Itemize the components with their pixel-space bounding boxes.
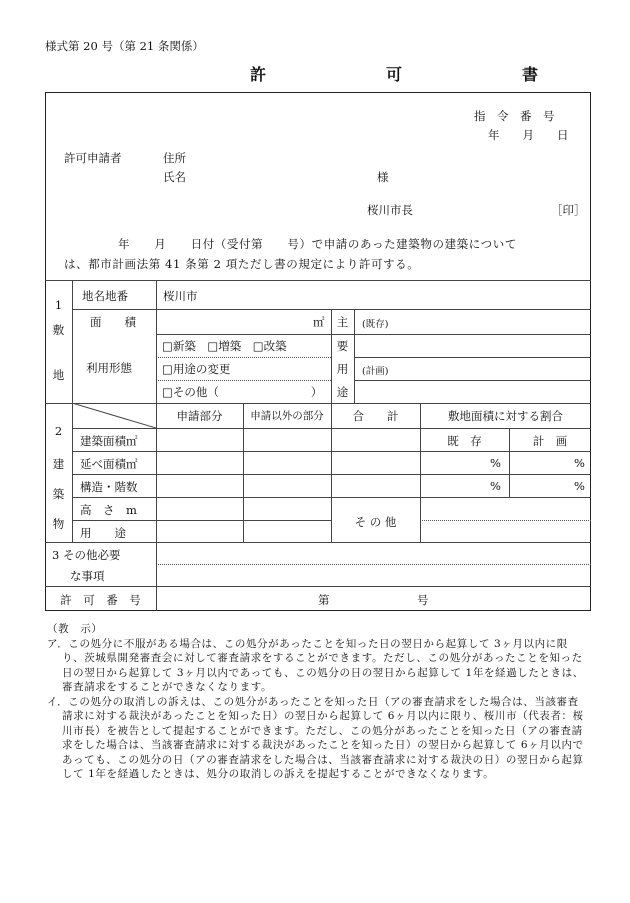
usage-option-new: □新築 □増築 □改築 <box>162 339 287 353</box>
building-section-number: 2 <box>54 424 63 438</box>
row-line <box>420 520 591 521</box>
row-floor-area: 延べ面積㎡ <box>80 457 138 471</box>
row-height: 高 さ m <box>80 503 137 517</box>
name-label: 氏名 <box>163 170 186 184</box>
row-use: 用 途 <box>80 526 126 540</box>
table-top-line <box>45 280 591 281</box>
notes-heading: （教 示） <box>47 623 103 635</box>
existing-label: 既 存 <box>447 434 482 448</box>
note-b: イ．この処分の取消しの訴えは、この処分があったことを知った日（アの審査請求をした場合は、当該審査請求に対する裁決があったことを知った日）の翌日から起算して 6ヶ月以内に限り、桜川市（代表者：桜川市長）を被告として提起することができます。ただし、この処分があったことを知った日（アの審査請求をした場合は、当該審査請求に対する裁決があったことを知った日）の翌日から起算して 6ヶ月以内であっても、この処分の日（アの審査請求をした場合は、当該審査請求に対する裁決の日）の翌日から起算して 1年を経過したときは、処分の取消しの訴えを提起することができなくなります。 <box>47 695 584 780</box>
row-line <box>354 380 591 381</box>
date-label: 年 月 日 <box>488 128 569 142</box>
body-text-line2: は、都市計画法第 41 条第 2 項ただし書の規定により許可する。 <box>64 257 420 271</box>
lot-value: 桜川市 <box>163 289 198 303</box>
plan-label: 計 画 <box>532 434 568 448</box>
purpose-char: 要 <box>336 339 349 353</box>
building-section-char: 築 <box>52 487 65 501</box>
issuer-name: 桜川市長 <box>367 203 413 217</box>
row-line <box>156 334 591 335</box>
purpose-existing: (既存) <box>362 319 389 330</box>
building-bottom-line <box>45 542 591 543</box>
purpose-char: 途 <box>336 385 349 399</box>
other-label: そ の 他 <box>354 515 397 529</box>
col-line <box>354 309 355 403</box>
applicant-label: 許可申請者 <box>64 151 122 165</box>
building-section-char: 物 <box>52 517 65 531</box>
percent-sign: % <box>574 479 585 493</box>
other-bottom-line <box>45 586 591 587</box>
col-line <box>243 403 244 542</box>
row-line <box>156 380 331 381</box>
permit-form <box>45 92 591 611</box>
area-unit: ㎡ <box>313 315 325 329</box>
col-header-ratio: 敷地面積に対する割合 <box>448 409 563 423</box>
diagonal-line <box>72 403 156 428</box>
site-section-char: 敷 <box>52 323 65 337</box>
usage-label: 利用形態 <box>86 361 132 375</box>
area-label: 面 積 <box>90 315 136 329</box>
row-building-area: 建築面積㎡ <box>80 434 138 448</box>
note-a: ア．この処分に不服がある場合は、この処分があったことを知った日の翌日から起算して 3ヶ月以内に限り、茨城県開発審査会に対して審査請求をすることができます。ただし、この処分があったことを知った日の翌日から起算して 3ヶ月以内であっても、この処分の日の翌日から起算して 1年を経過したときは、審査請求をすることができなくなります。 <box>47 637 584 693</box>
index-number-label: 指 令 番 号 <box>474 109 555 123</box>
page-title: 許 可 書 <box>250 65 591 84</box>
col-header-applied: 申請部分 <box>176 409 223 423</box>
row-line <box>354 357 591 358</box>
permit-number-dai: 第 <box>318 593 330 607</box>
address-label: 住所 <box>163 151 186 165</box>
usage-option-change: □用途の変更 <box>162 362 231 376</box>
honorific-label: 様 <box>377 170 389 184</box>
site-section-number: 1 <box>54 298 63 312</box>
building-section-char: 建 <box>52 457 65 471</box>
usage-option-other: □その他（ ） <box>162 385 323 399</box>
percent-sign: % <box>490 456 501 470</box>
lot-label: 地名地番 <box>82 289 128 303</box>
percent-sign: % <box>490 479 501 493</box>
purpose-plan: (計画) <box>362 366 389 377</box>
percent-sign: % <box>574 456 585 470</box>
row-structure: 構造・階数 <box>80 480 138 494</box>
site-section-char: 地 <box>52 368 65 382</box>
form-number: 様式第 20 号（第 21 条関係） <box>45 39 204 53</box>
appeal-notes <box>47 622 587 782</box>
seal-mark: ［印］ <box>551 203 586 217</box>
other-matters-label: な事項 <box>70 569 105 583</box>
purpose-char: 用 <box>336 362 349 376</box>
other-matters-label: 3 その他必要 <box>52 548 121 562</box>
row-line <box>72 520 331 521</box>
purpose-char: 主 <box>336 315 349 329</box>
label-divider <box>156 280 157 611</box>
col-header-total: 合 計 <box>352 409 399 423</box>
row-line <box>156 564 591 565</box>
row-line <box>156 357 331 358</box>
body-text-line1: 年 月 日付（受付第 号）で申請のあった建築物の建築について <box>118 237 517 251</box>
permit-number-label: 許 可 番 号 <box>60 593 141 607</box>
col-header-other: 申請以外の部分 <box>250 410 324 422</box>
permit-number-go: 号 <box>417 593 429 607</box>
